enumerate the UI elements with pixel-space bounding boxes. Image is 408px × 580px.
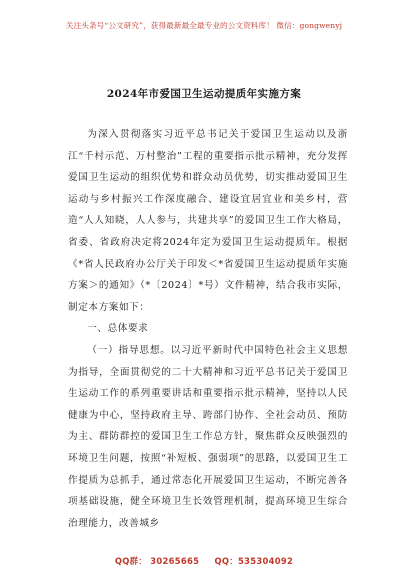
guiding-thought-paragraph: （一）指导思想。以习近平新时代中国特色社会主义思想为指导，全面贯彻党的二十大精神和习近平总书记关于爱国卫生运动工作的系列重要讲话和重要指示批示精神，坚持以人民健康为中心，坚持政府主导、跨部门协作、全社会动员、预防为主、群防群控的爱国卫生工作总方针，聚焦群众反映强烈的环境卫生问题，按照“补短板、强弱项”的思路，以爱国卫生工作提质为总抓手，通过常态化开展爱国卫生运动，不断完善各项基础设施，健全环境卫生长效管理机制，提高环境卫生综合治理能力，改善城乡 bbox=[68, 344, 348, 529]
footer-qq-group: QQ群： 30265665 bbox=[114, 556, 200, 566]
footer-contact bbox=[0, 555, 408, 567]
document-title: 2024年市爱国卫生运动提质年实施方案 bbox=[106, 88, 302, 100]
footer-qq: QQ：535304092 bbox=[214, 556, 294, 566]
section-heading: 一、总体要求 bbox=[87, 323, 149, 335]
intro-paragraph: 为深入贯彻落实习近平总书记关于爱国卫生运动以及浙江“千村示范、万村整治”工程的重要指示批示精神，充分发挥爱国卫生运动的组织优势和群众动员优势，切实推动爱国卫生运动与乡村振兴工作深度融合、建设宜居宜业和美乡村，营造“人人知晓，人人参与，共建共享”的爱国卫生工作大格局，省委、省政府决定将2024年定为爱国卫生运动提质年。根据《*省人民政府办公厅关于印发＜*省爱国卫生运动提质年实施方案＞的通知》（*〔2024〕*号）文件精神，结合我市实际，制定本方案如下： bbox=[68, 129, 348, 313]
document-body bbox=[68, 124, 348, 534]
header-promo-note: 关注头条号“公文研究”，获得最新最全最专业的公文资料库！ 微信：gongwenyj bbox=[65, 21, 343, 30]
